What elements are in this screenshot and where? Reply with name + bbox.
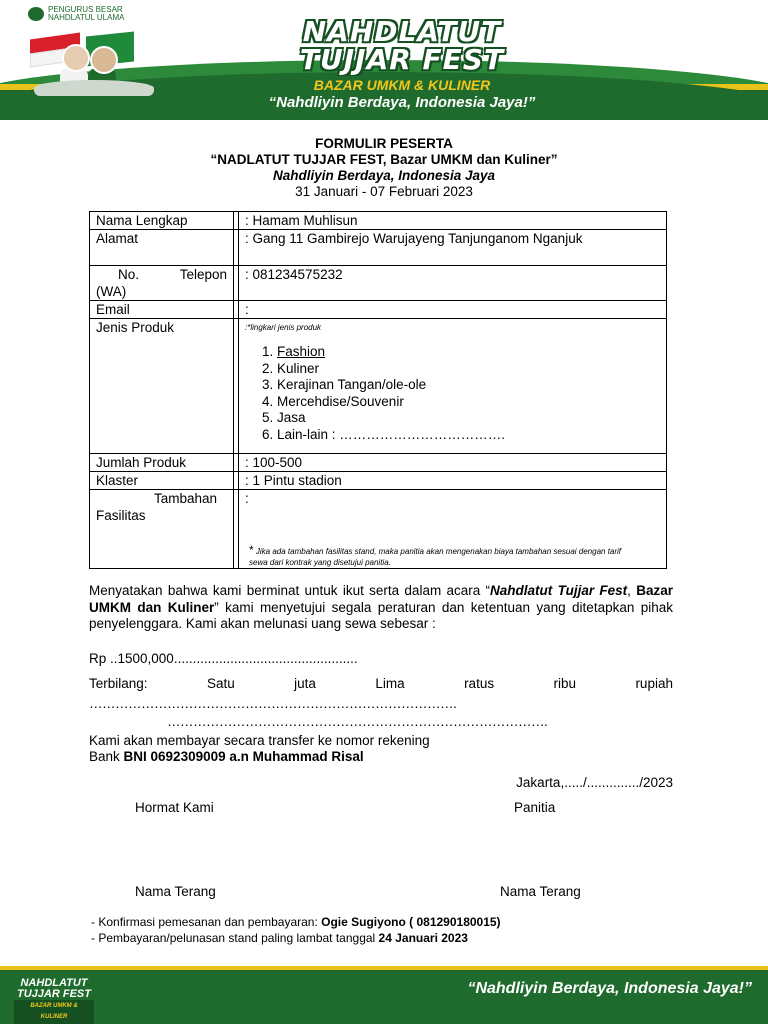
title-line1: FORMULIR PESERTA <box>315 136 453 151</box>
table-row <box>90 319 667 454</box>
product-option[interactable]: 5. Jasa <box>277 410 660 427</box>
dots-line-1: …………………………………………………………………………. <box>89 696 457 711</box>
amount-line[interactable]: Rp ..1500,000................................................. <box>89 651 358 666</box>
address-label: Alamat <box>90 230 234 266</box>
table-row <box>90 230 667 266</box>
spelled-word: Lima <box>375 676 405 691</box>
footer-logo: NAHDLATUT TUJJAR FEST BAZAR UMKM & KULINER <box>14 978 94 1024</box>
right-signature-name[interactable]: Nama Terang <box>500 884 581 899</box>
spelled-amount[interactable] <box>89 676 673 692</box>
org-line1: PENGURUS BESAR <box>48 5 123 14</box>
cluster-field[interactable]: : 1 Pintu stadion <box>239 472 667 490</box>
product-option[interactable]: 2. Kuliner <box>277 361 660 378</box>
title-line2: “NADLATUT TUJJAR FEST, Bazar UMKM dan Kuliner” <box>210 152 558 167</box>
table-row <box>90 490 667 569</box>
spelled-word: Terbilang: <box>89 676 148 691</box>
product-label: Jenis Produk <box>90 319 234 454</box>
table-row <box>90 212 667 230</box>
right-signature-title: Panitia <box>514 800 556 815</box>
form-title <box>0 136 768 200</box>
qty-label: Jumlah Produk <box>90 454 234 472</box>
title-line3: Nahdliyin Berdaya, Indonesia Jaya <box>272 168 496 183</box>
name-field[interactable]: : Hamam Muhlisun <box>239 212 667 230</box>
product-list <box>245 344 660 443</box>
title-line4: 31 Januari - 07 Februari 2023 <box>295 184 473 199</box>
address-field[interactable]: : Gang 11 Gambirejo Warujayeng Tanjunganom Nganjuk <box>239 230 667 266</box>
extra-label: Tambahan Fasilitas <box>90 490 234 569</box>
header-banner <box>0 0 768 120</box>
phone-field[interactable]: : 081234575232 <box>239 266 667 301</box>
stadium-icon <box>34 80 154 96</box>
left-signature-name[interactable]: Nama Terang <box>135 884 216 899</box>
info-list <box>89 914 501 946</box>
product-option[interactable]: 4. Mercehdise/Souvenir <box>277 394 660 411</box>
logo-line2: TUJJAR FEST <box>299 43 505 76</box>
product-option[interactable]: 3. Kerajinan Tangan/ole-ole <box>277 377 660 394</box>
statement-paragraph: Menyatakan bahwa kami berminat untuk ikut serta dalam acara “Nahdlatut Tujjar Fest, Bazar UMKM dan Kuliner” kami menyetujui segala peraturan dan ketentuan yang ditetapkan pihak penyelenggara. Kami akan melunasi uang sewa sebesar : <box>89 583 673 631</box>
cluster-label: Klaster <box>90 472 234 490</box>
info-item: - Pembayaran/pelunasan stand paling lambat tanggal 24 Januari 2023 <box>105 930 501 946</box>
table-row <box>90 472 667 490</box>
logo-line1: NAHDLATUT <box>302 15 502 48</box>
email-field[interactable]: : <box>239 301 667 319</box>
transfer-line: Kami akan membayar secara transfer ke nomor rekening <box>89 733 430 748</box>
nu-logo <box>28 6 124 22</box>
email-label: Email <box>90 301 234 319</box>
footer-banner <box>0 966 768 1024</box>
nu-globe-icon <box>28 7 44 21</box>
left-signature-title: Hormat Kami <box>135 800 214 815</box>
dots-line-2: ……………………………………………………………………………. <box>167 714 548 729</box>
qty-field[interactable]: : 100-500 <box>239 454 667 472</box>
product-hint: :*lingkari jenis produk <box>245 323 322 332</box>
info-item: - Konfirmasi pemesanan dan pembayaran: Ogie Sugiyono ( 081290180015) <box>105 914 501 930</box>
signature-date[interactable]: Jakarta,...../............../2023 <box>516 775 673 790</box>
extra-note: * Jika ada tambahan fasilitas stand, maka panitia akan mengenakan biaya tambahan sesuai dengan tarif sewa dari kontrak yang disetujui panitia. <box>249 543 622 567</box>
spelled-word: rupiah <box>635 676 673 691</box>
bank-line: Bank BNI 0692309009 a.n Muhammad Risal <box>89 749 364 764</box>
product-option[interactable]: 6. Lain-lain : ………………………………. <box>277 427 660 444</box>
phone-label: No. Telepon (WA) <box>90 266 234 301</box>
logo-line3: BAZAR UMKM & KULINER <box>306 76 499 94</box>
footer-yellow-stripe <box>0 966 768 970</box>
product-field <box>239 319 667 454</box>
spelled-word: juta <box>294 676 316 691</box>
header-tagline: “Nahdliyin Berdaya, Indonesia Jaya!” <box>268 94 536 111</box>
table-row <box>90 301 667 319</box>
spelled-word: ribu <box>553 676 577 691</box>
org-line2: NAHDLATUL ULAMA <box>48 13 125 22</box>
product-option[interactable]: 1. Fashion <box>277 344 660 361</box>
registration-table <box>89 211 667 569</box>
table-row <box>90 266 667 301</box>
extra-field[interactable]: : * Jika ada tambahan fasilitas stand, maka panitia akan mengenakan biaya tambahan sesuai dengan tarif sewa dari kontrak yang disetujui panitia. <box>239 490 667 569</box>
spelled-word: ratus <box>464 676 495 691</box>
table-row <box>90 454 667 472</box>
spelled-word: Satu <box>206 676 235 691</box>
footer-tagline: “Nahdliyin Berdaya, Indonesia Jaya!” <box>467 980 752 997</box>
name-label: Nama Lengkap <box>90 212 234 230</box>
event-logo <box>268 15 536 95</box>
